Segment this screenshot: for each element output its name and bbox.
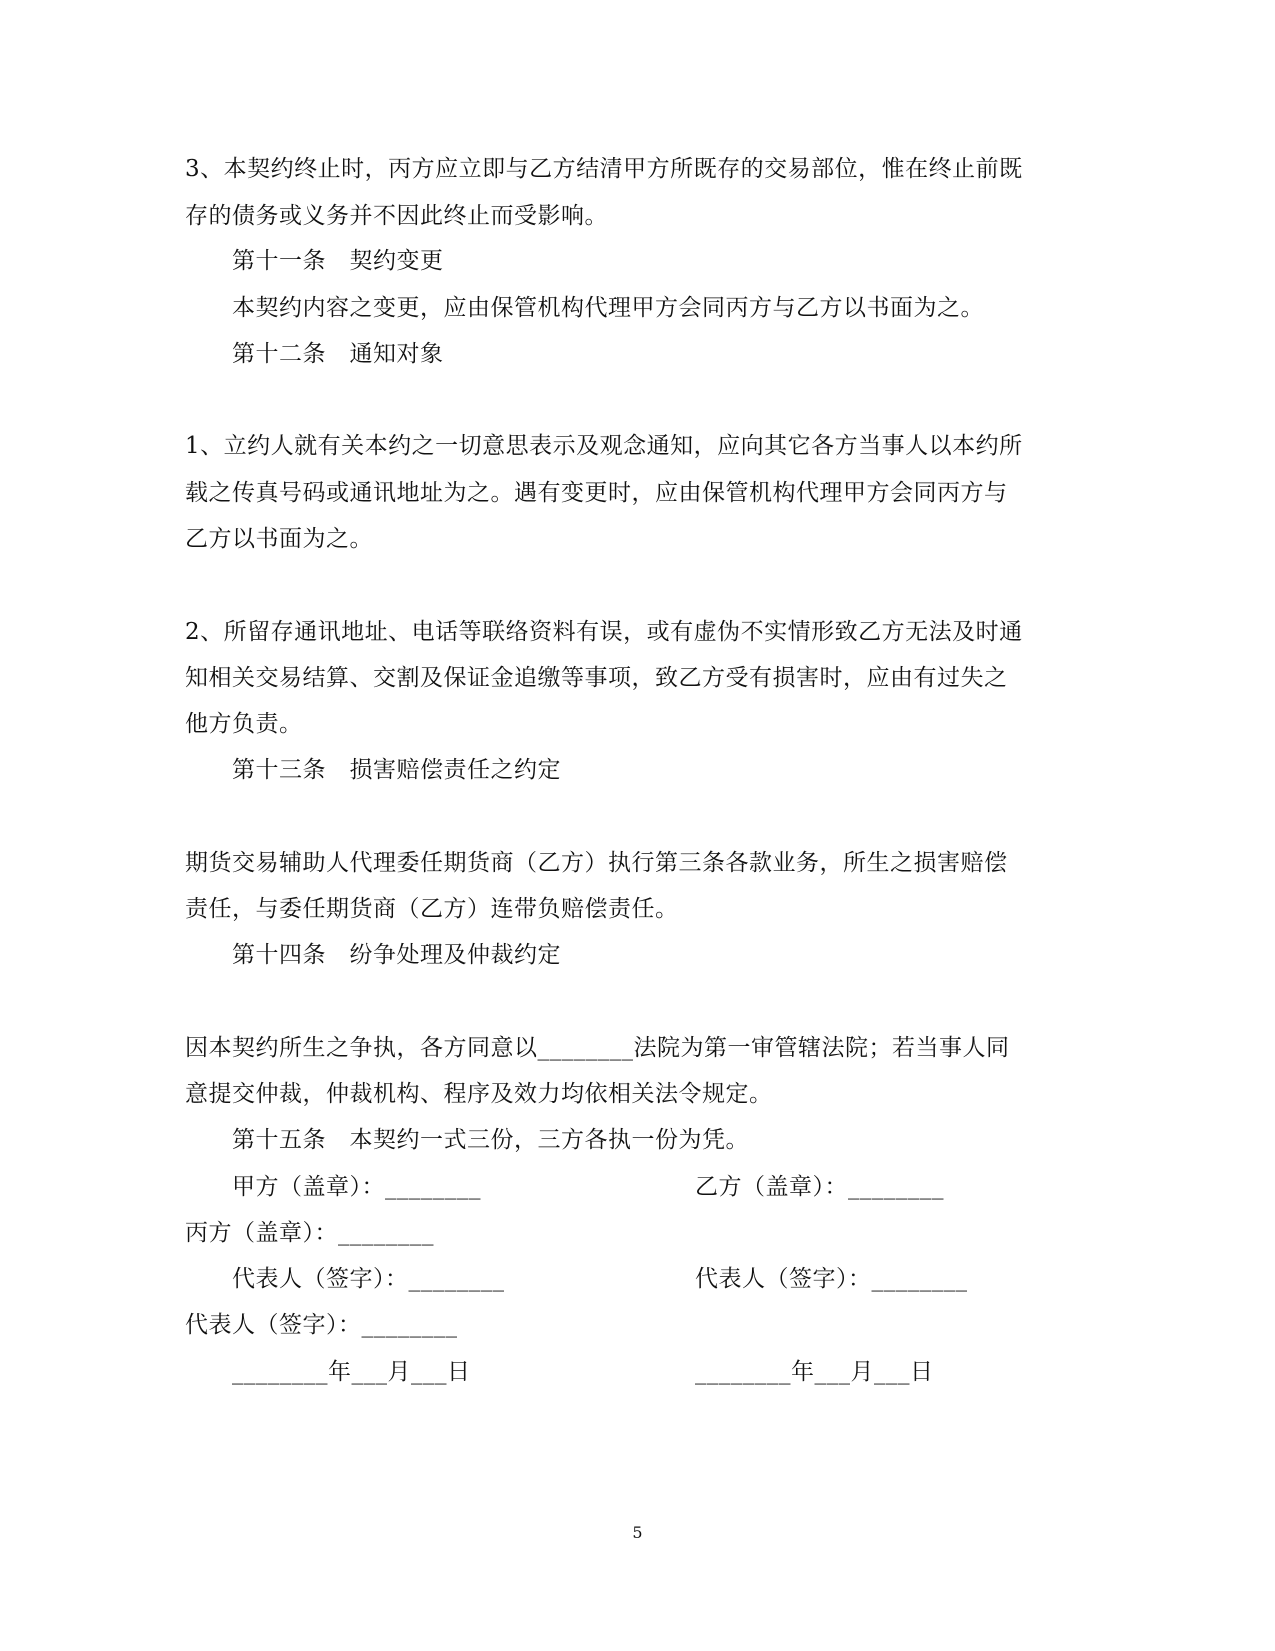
paragraph-line: 期货交易辅助人代理委任期货商（乙方）执行第三条各款业务，所生之损害赔偿 <box>185 850 1008 876</box>
article-heading: 第十一条 契约变更 <box>232 248 444 274</box>
paragraph-line: 存的债务或义务并不因此终止而受影响。 <box>185 203 608 229</box>
paragraph-line: 责任，与委任期货商（乙方）连带负赔偿责任。 <box>185 896 679 922</box>
signature-representative: 代表人（签字）：________ <box>232 1266 505 1292</box>
paragraph-line: 知相关交易结算、交割及保证金追缴等事项，致乙方受有损害时，应由有过失之 <box>185 665 1008 691</box>
article-heading: 第十三条 损害赔偿责任之约定 <box>232 757 561 783</box>
signature-date: ________年___月___日 <box>232 1359 471 1385</box>
article-heading: 第十二条 通知对象 <box>232 341 444 367</box>
signature-party-a: 甲方（盖章）：________ <box>232 1174 481 1200</box>
signature-representative: 代表人（签字）：________ <box>695 1266 968 1292</box>
signature-party-b: 乙方（盖章）：________ <box>695 1174 944 1200</box>
paragraph-line: 3、本契约终止时，丙方应立即与乙方结清甲方所既存的交易部位，惟在终止前既 <box>185 156 1023 182</box>
page-number: 5 <box>632 1523 643 1542</box>
paragraph-line: 1、立约人就有关本约之一切意思表示及观念通知，应向其它各方当事人以本约所 <box>185 433 1023 459</box>
paragraph-line: 载之传真号码或通讯地址为之。遇有变更时，应由保管机构代理甲方会同丙方与 <box>185 480 1008 506</box>
paragraph-line: 本契约内容之变更，应由保管机构代理甲方会同丙方与乙方以书面为之。 <box>232 295 984 321</box>
paragraph-line: 因本契约所生之争执，各方同意以________法院为第一审管辖法院；若当事人同 <box>185 1035 1010 1061</box>
paragraph-line: 意提交仲裁，仲裁机构、程序及效力均依相关法令规定。 <box>185 1081 773 1107</box>
signature-date: ________年___月___日 <box>695 1359 934 1385</box>
signature-representative: 代表人（签字）：________ <box>185 1312 458 1338</box>
article-heading: 第十四条 纷争处理及仲裁约定 <box>232 942 561 968</box>
signature-party-c: 丙方（盖章）：________ <box>185 1220 434 1246</box>
paragraph-line: 乙方以书面为之。 <box>185 526 373 552</box>
article-heading: 第十五条 本契约一式三份，三方各执一份为凭。 <box>232 1127 749 1153</box>
paragraph-line: 他方负责。 <box>185 711 303 737</box>
paragraph-line: 2、所留存通讯地址、电话等联络资料有误，或有虚伪不实情形致乙方无法及时通 <box>185 619 1023 645</box>
